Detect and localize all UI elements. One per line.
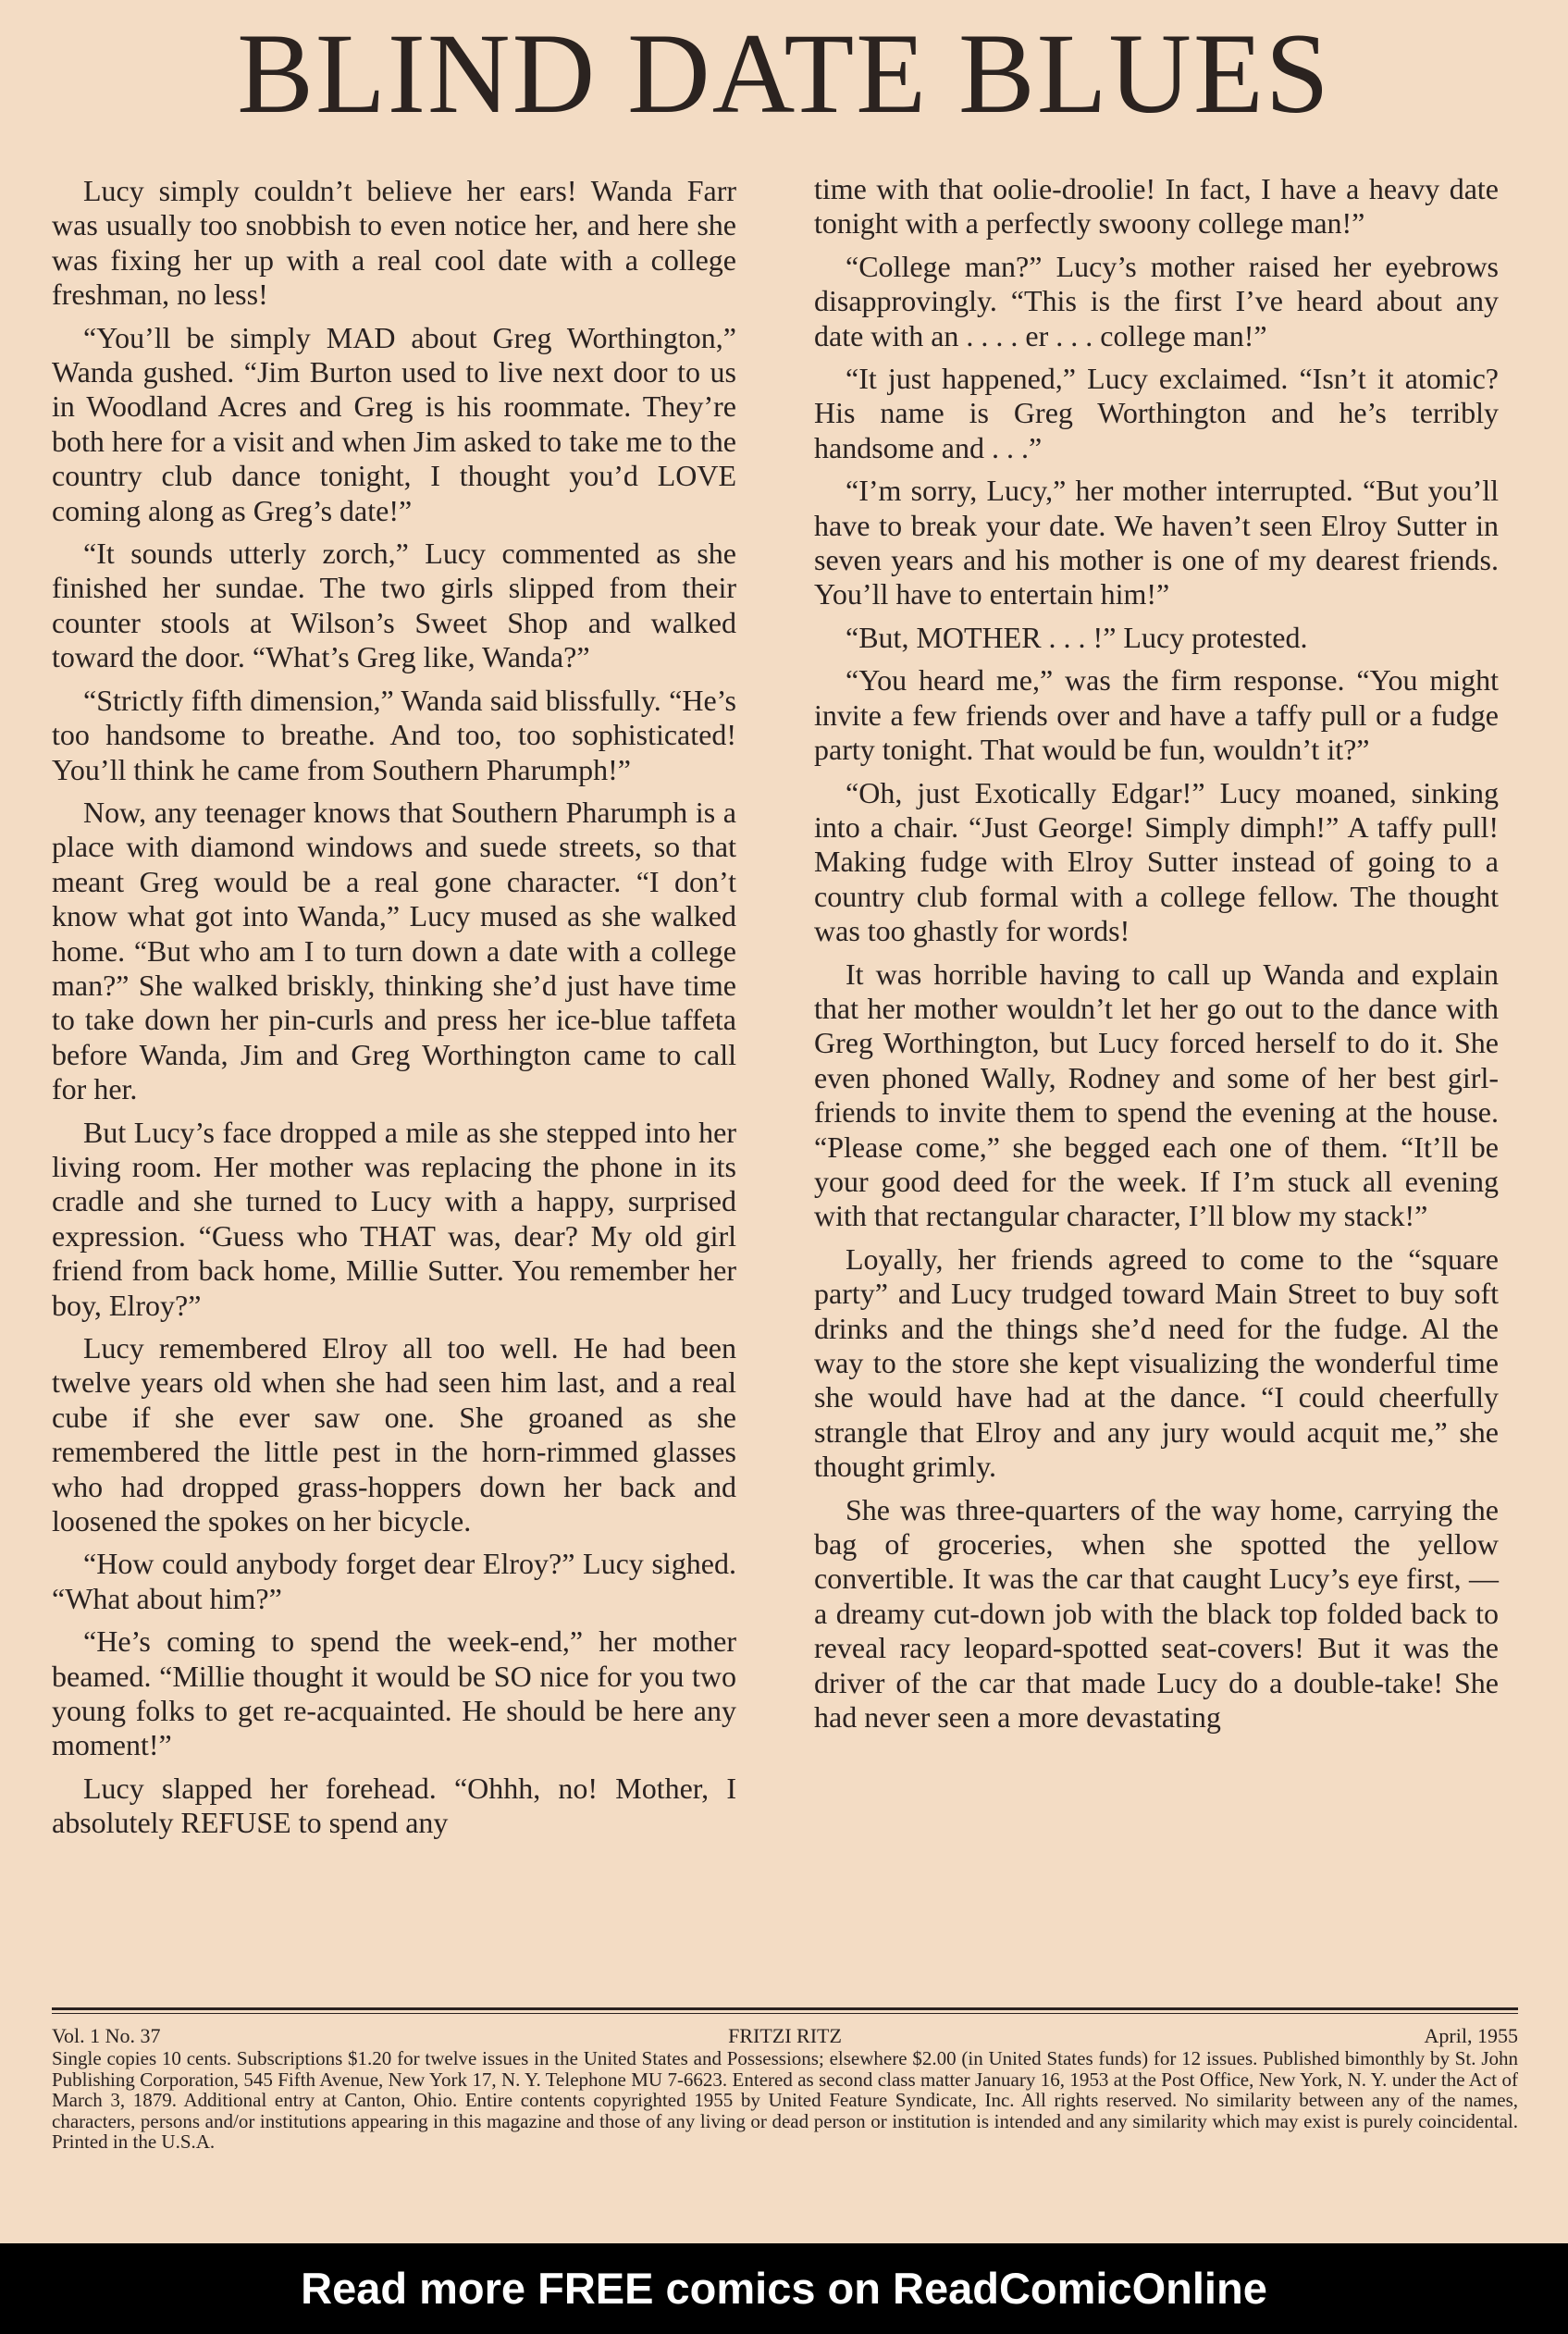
paragraph: “You heard me,” was the firm response. “You might invite a few friends over and have a taffy pull or a fudge party tonight. That would be fun, wouldn’t it?” bbox=[814, 663, 1499, 767]
magazine-title: FRITZI RITZ bbox=[728, 2024, 842, 2047]
story-title: BLIND DATE BLUES bbox=[237, 10, 1331, 137]
paragraph: “College man?” Lucy’s mother raised her eyebrows disapprovingly. “This is the first I’ve heard about any date with an . . . . er . . . college man!” bbox=[814, 249, 1499, 352]
promo-banner[interactable]: Read more FREE comics on ReadComicOnline bbox=[0, 2243, 1568, 2334]
paragraph: She was three-quarters of the way home, carrying the bag of groceries, when she spotted the yellow convertible. It was the car that caught Lucy’s eye first, — a dreamy cut-down job with the black top folded back to reveal racy leopard-spotted seat-covers! But it was the driver of the car that made Lucy do a double-take! She had never seen a more devastating bbox=[814, 1492, 1499, 1735]
issue-volume: Vol. 1 No. 37 bbox=[52, 2024, 161, 2047]
paragraph: “But, MOTHER . . . !” Lucy protested. bbox=[846, 620, 1308, 654]
story-column-right bbox=[814, 172, 1499, 1743]
paragraph: But Lucy’s face dropped a mile as she stepped into her living room. Her mother was replacing the phone in its cradle and she turned to Lucy with a happy, surprised expression. “Guess who THAT was, dear? My old girl friend from back home, Millie Sutter. You remember her boy, Elroy?” bbox=[52, 1115, 736, 1322]
paragraph: “You’ll be simply MAD about Greg Worthington,” Wanda gushed. “Jim Burton used to live next door to us in Woodland Acres and Greg is his roommate. They’re both here for a visit and when Jim asked to take me to the country club dance tonight, I thought you’d LOVE coming along as Greg’s date!” bbox=[52, 320, 736, 527]
paragraph: “It sounds utterly zorch,” Lucy commented as she finished her sundae. The two girls slipped from their counter stools at Wilson’s Sweet Shop and walked toward the door. “What’s Greg like, Wanda?” bbox=[52, 537, 736, 674]
paragraph: Lucy simply couldn’t believe her ears! Wanda Farr was usually too snobbish to even notice her, and here she was fixing her up with a real cool date with a college freshman, no less! bbox=[52, 174, 736, 312]
issue-date: April, 1955 bbox=[1424, 2024, 1518, 2047]
footer-rule bbox=[52, 2007, 1518, 2010]
paragraph: Lucy slapped her forehead. “Ohhh, no! Mother, I absolutely REFUSE to spend any bbox=[52, 1771, 736, 1840]
paragraph-continued: time with that oolie-droolie! In fact, I have a heavy date tonight with a perfectly swoony college man!” bbox=[814, 172, 1499, 241]
paragraph: “Oh, just Exotically Edgar!” Lucy moaned, sinking into a chair. “Just George! Simply dimph!” A taffy pull! Making fudge with Elroy Sutter instead of going to a country club formal with a college fellow. The thought was too ghastly for words! bbox=[814, 775, 1499, 948]
paragraph: “It just happened,” Lucy exclaimed. “Isn’t it atomic? His name is Greg Worthington and he’s terribly handsome and . . .” bbox=[814, 362, 1499, 464]
paragraph: “He’s coming to spend the week-end,” her mother beamed. “Millie thought it would be SO nice for you two young folks to get re-acquainted. He should be here any moment!” bbox=[52, 1624, 736, 1762]
footer-rule-thin bbox=[52, 2013, 1518, 2014]
legal-notice: Single copies 10 cents. Subscriptions $1.20 for twelve issues in the United States and Possessions; elsewhere $2.00 (in United States funds) for 12 issues. Published bimonthly by St. John Publishing Corporation, 545 Fifth Avenue, New York 17, N. Y. Telephone MU 7-6623. Entered as second class matter January 16, 1953 at the Post Office, New York, N. Y. under the Act of March 3, 1879. Additional entry at Canton, Ohio. Entire contents copyrighted 1955 by United Feature Syndicate, Inc. All rights reserved. No similarity between any of the names, characters, persons and/or institutions appearing in this magazine and those of any living or dead person or institution is intended and any similarity which may exist is purely coincidental. Printed in the U.S.A. bbox=[52, 2047, 1518, 2154]
paragraph: “Strictly fifth dimension,” Wanda said blissfully. “He’s too handsome to breathe. And too, too sophisticated! You’ll think he came from Southern Pharumph!” bbox=[52, 683, 736, 786]
paragraph: “How could anybody forget dear Elroy?” Lucy sighed. “What about him?” bbox=[52, 1547, 736, 1615]
paragraph: Loyally, her friends agreed to come to the “square party” and Lucy trudged toward Main Street to buy soft drinks and the things she’d need for the fudge. Al the way to the store she kept visualizing the wonderful time she would have had at the dance. “I could cheerfully strangle that Elroy and any jury would acquit me,” she thought grimly. bbox=[814, 1241, 1499, 1484]
paragraph: “I’m sorry, Lucy,” her mother interrupted. “But you’ll have to break your date. We haven’t seen Elroy Sutter in seven years and his mother is one of my dearest friends. You’ll have to entertain him!” bbox=[814, 474, 1499, 611]
story-column-left bbox=[52, 174, 736, 1849]
paragraph: Lucy remembered Elroy all too well. He had been twelve years old when she had seen him last, and a real cube if she ever saw one. She groaned as she remembered the little pest in the horn-rimmed glasses who had dropped grass-hoppers down her back and loosened the spokes on her bicycle. bbox=[52, 1331, 736, 1538]
paragraph: Now, any teenager knows that Southern Pharumph is a place with diamond windows and suede streets, so that meant Greg would be a real gone character. “I don’t know what got into Wanda,” Lucy mused as she walked home. “But who am I to turn down a date with a college man?” She walked briskly, thinking she’d just have time to take down her pin-curls and press her ice-blue taffeta before Wanda, Jim and Greg Worthington came to call for her. bbox=[52, 795, 736, 1106]
paragraph: It was horrible having to call up Wanda and explain that her mother wouldn’t let her go out to the dance with Greg Worthington, but Lucy forced herself to do it. She even phoned Wally, Rodney and some of her best girl-friends to invite them to spend the evening at the house. “Please come,” she begged each one of them. “It’ll be your good deed for the week. If I’m stuck all evening with that rectangular character, I’ll blow my stack!” bbox=[814, 957, 1499, 1233]
